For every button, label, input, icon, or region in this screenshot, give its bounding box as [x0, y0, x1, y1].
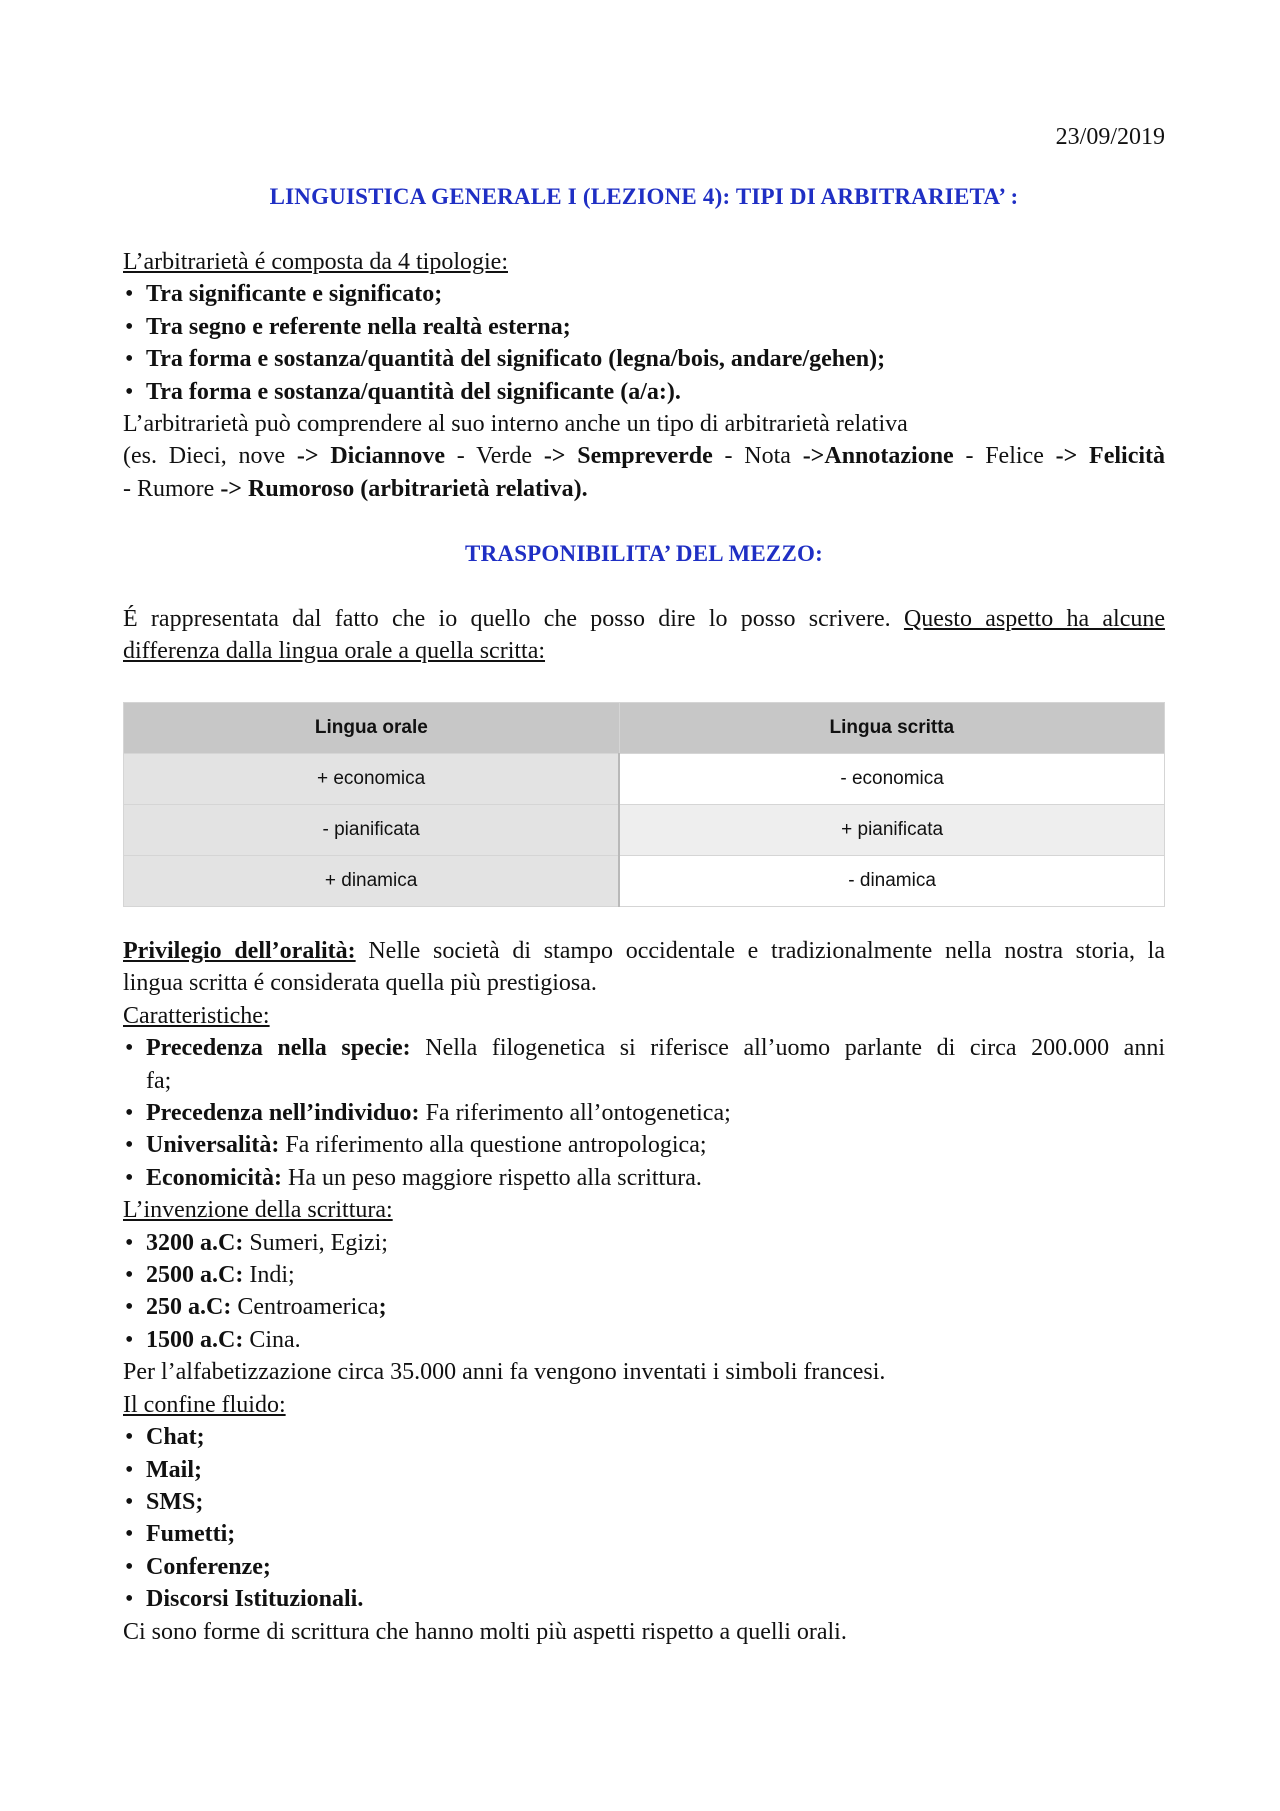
table-cell: + economica	[124, 754, 620, 805]
trasponibilita-text-underlined: Questo aspetto ha alcune	[903, 606, 1166, 632]
example-word: Felicità	[1077, 443, 1166, 470]
feature-text: Nella filogenetica si riferisce all’uomo parlante di circa 200.000 anni	[410, 1035, 1165, 1062]
example-arrow: ->	[543, 443, 566, 470]
examples-line	[123, 440, 1165, 472]
privilege-line	[123, 935, 1165, 967]
lesson-title: LINGUISTICA GENERALE I (LEZIONE 4): TIPI DI ARBITRARIETA’ :	[269, 184, 1019, 209]
list-item-text: Conferenze;	[146, 1553, 271, 1580]
arbitrariness-intro: L’arbitrarietà é composta da 4 tipologie:	[123, 249, 508, 275]
list-item-text: Tra significante e significato;	[146, 281, 443, 308]
feature-text: Fa riferimento all’ontogenetica;	[419, 1100, 731, 1127]
list-item	[123, 278, 1165, 310]
invention-text: Cina.	[243, 1326, 301, 1353]
list-item	[123, 1421, 1165, 1453]
comparison-table	[123, 702, 1165, 907]
invention-heading: L’invenzione della scrittura:	[123, 1197, 393, 1224]
example-prefix: - Nota	[712, 443, 803, 470]
feature-label: Universalità:	[146, 1132, 280, 1159]
list-item-text: Discorsi Istituzionali.	[146, 1586, 364, 1613]
privilege-label: Privilegio dell’oralità:	[123, 938, 356, 964]
example-prefix: - Verde	[445, 443, 544, 470]
table-row	[124, 805, 1165, 856]
invention-date: 1500 a.C:	[146, 1326, 244, 1353]
list-item-text: SMS;	[146, 1488, 204, 1515]
example-word: Diciannove	[318, 443, 445, 470]
list-item	[123, 1259, 1165, 1291]
list-item-text: Tra forma e sostanza/quantità del significato (legna/bois, andare/gehen);	[146, 346, 886, 373]
trasponibilita-text	[123, 603, 1165, 635]
list-item	[123, 1551, 1165, 1583]
table-row	[124, 754, 1165, 805]
list-item	[123, 1583, 1165, 1615]
list-item	[123, 1486, 1165, 1518]
list-item	[123, 1454, 1165, 1486]
example-arrow: ->	[296, 443, 319, 470]
features-heading: Caratteristiche:	[123, 1002, 270, 1029]
privilege-line-2: lingua scritta é considerata quella più prestigiosa.	[123, 970, 597, 997]
example-word: Rumoroso (arbitrarietà relativa).	[241, 475, 588, 502]
list-item	[123, 311, 1165, 343]
invention-text: Centroamerica	[231, 1294, 379, 1321]
privilege-text: Nelle società di stampo occidentale e tradizionalmente nella nostra storia, la	[355, 938, 1166, 964]
fluid-heading: Il confine fluido:	[123, 1391, 286, 1418]
column-header-oral: Lingua orale	[124, 703, 620, 754]
list-item	[123, 1129, 1165, 1161]
list-item-text: Mail;	[146, 1456, 202, 1483]
example-prefix: (es. Dieci, nove	[123, 443, 297, 470]
invention-text: Sumeri, Egizi;	[243, 1229, 388, 1256]
example-word: Annotazione	[824, 443, 954, 470]
example-prefix: - Felice	[953, 443, 1056, 470]
table-cell: - pianificata	[124, 805, 620, 856]
feature-label: Precedenza nell’individuo:	[146, 1100, 420, 1127]
list-item	[123, 1291, 1165, 1323]
example-arrow: ->	[802, 443, 825, 470]
section-title-trasponibilita: TRASPONIBILITA’ DEL MEZZO:	[465, 541, 823, 566]
invention-tail: ;	[378, 1294, 387, 1321]
closing-line: Ci sono forme di scrittura che hanno molti più aspetti rispetto a quelli orali.	[123, 1618, 847, 1645]
invention-date: 3200 a.C:	[146, 1229, 244, 1256]
list-item-text: Chat;	[146, 1424, 205, 1451]
document-date: 23/09/2019	[1055, 124, 1165, 150]
invention-date: 250 a.C:	[146, 1294, 232, 1321]
table-cell: - economica	[619, 754, 1164, 805]
list-item	[123, 1518, 1165, 1550]
table-cell: - dinamica	[619, 856, 1164, 907]
trasponibilita-text-plain: É rappresentata dal fatto che io quello che posso dire lo posso scrivere.	[123, 606, 904, 632]
trasponibilita-text-underlined-2: differenza dalla lingua orale a quella scritta:	[123, 638, 546, 665]
list-item	[123, 1162, 1165, 1194]
example-arrow: ->	[220, 475, 242, 502]
arbitrariness-section	[123, 246, 1165, 505]
orality-section	[123, 935, 1165, 1648]
list-item	[123, 1097, 1165, 1129]
relative-arbitrariness-line: L’arbitrarietà può comprendere al suo interno anche un tipo di arbitrarietà relativa	[123, 411, 908, 438]
feature-text: Fa riferimento alla questione antropologica;	[279, 1132, 707, 1159]
table-cell: + pianificata	[619, 805, 1164, 856]
list-item-text: Tra segno e referente nella realtà esterna;	[146, 313, 571, 340]
example-prefix: - Rumore	[123, 475, 221, 502]
list-item-text: Tra forma e sostanza/quantità del significante (a/a:).	[146, 378, 681, 405]
list-item	[123, 376, 1165, 408]
table-header-row	[124, 703, 1165, 754]
feature-text: Ha un peso maggiore rispetto alla scrittura.	[281, 1164, 702, 1191]
list-item	[123, 1032, 1165, 1064]
table-cell: + dinamica	[124, 856, 620, 907]
list-item-text: Fumetti;	[146, 1521, 236, 1548]
feature-label: Economicità:	[146, 1164, 282, 1191]
example-word: Sempreverde	[565, 443, 713, 470]
examples-line-end	[123, 473, 1165, 505]
trasponibilita-section	[123, 603, 1165, 668]
list-item	[123, 1324, 1165, 1356]
list-item-continuation: fa;	[146, 1067, 172, 1094]
invention-date: 2500 a.C:	[146, 1262, 244, 1289]
feature-label: Precedenza nella specie:	[146, 1035, 411, 1062]
list-item	[123, 343, 1165, 375]
invention-text: Indi;	[243, 1262, 295, 1289]
table-row	[124, 856, 1165, 907]
alphabet-line: Per l’alfabetizzazione circa 35.000 anni fa vengono inventati i simboli francesi.	[123, 1359, 886, 1386]
example-arrow: ->	[1055, 443, 1078, 470]
list-item	[123, 1227, 1165, 1259]
column-header-written: Lingua scritta	[619, 703, 1164, 754]
